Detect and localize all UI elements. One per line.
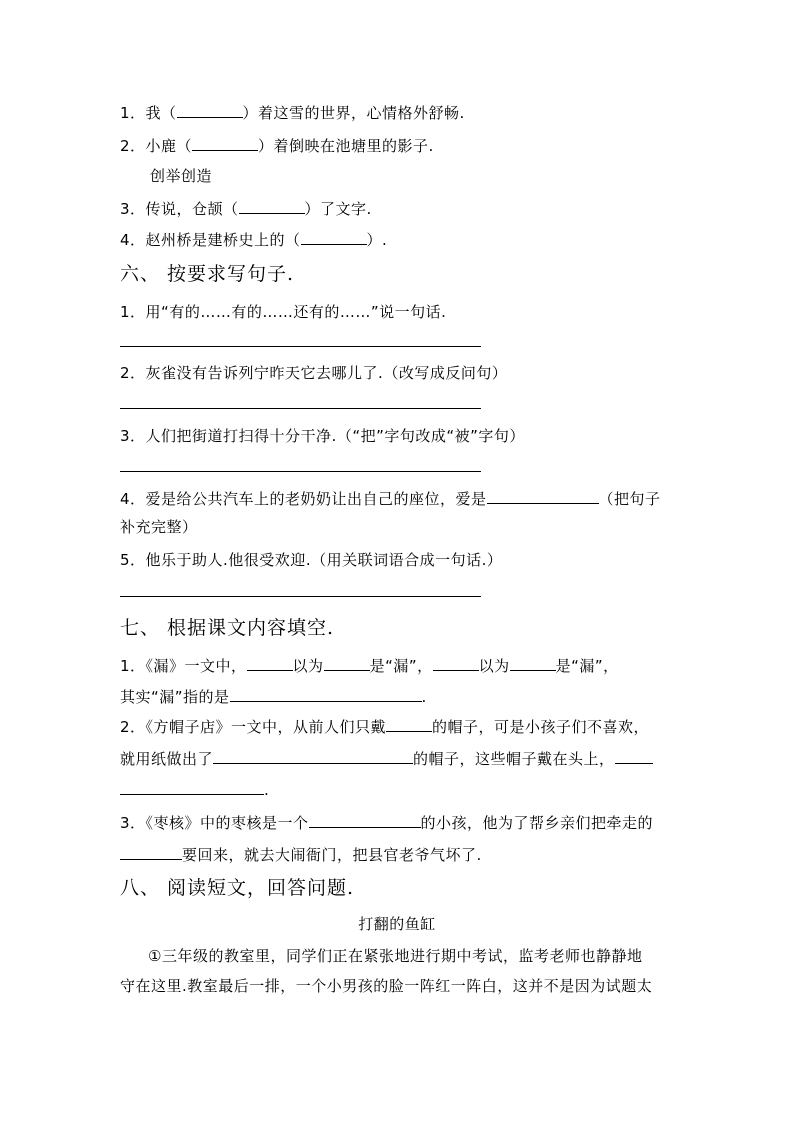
question-7-2 (120, 716, 649, 737)
question-5-3 (120, 198, 372, 219)
section-title-6: 六、 按要求写句子. (120, 263, 295, 285)
question-text: 是“漏”， (555, 657, 619, 675)
question-6-3: 3．人们把街道打扫得十分干净.（“把”字句改成“被”字句） (120, 427, 525, 445)
question-text: ）. (366, 231, 388, 249)
question-5-1 (120, 102, 465, 123)
answer-blank[interactable] (433, 655, 479, 671)
question-text: ）了文字. (304, 200, 372, 218)
passage-title: 打翻的鱼缸 (358, 915, 436, 933)
question-6-4 (120, 488, 661, 509)
question-text: 就用纸做出了 (120, 750, 214, 768)
question-text: 1．我（ (120, 104, 177, 122)
answer-line[interactable] (120, 471, 481, 472)
answer-blank[interactable] (192, 135, 258, 151)
question-text: 3．《枣核》中的枣核是一个 (120, 814, 309, 832)
question-text: ）着这雪的世界，心情格外舒畅. (242, 104, 465, 122)
question-text: 4．赵州桥是建桥史上的（ (120, 231, 301, 249)
question-text: 的帽子，可是小孩子们不喜欢， (432, 718, 650, 736)
answer-blank[interactable] (615, 748, 653, 764)
passage-paragraph: 守在这里.教室最后一排，一个小男孩的脸一阵红一阵白，这并不是因为试题太 (120, 977, 653, 995)
question-5-2 (120, 135, 434, 156)
question-6-2: 2．灰雀没有告诉列宁昨天它去哪儿了.（改写成反问句） (120, 364, 508, 382)
question-text: 是“漏”， (369, 657, 433, 675)
question-7-2-cont2 (120, 779, 269, 800)
answer-blank[interactable] (177, 102, 243, 118)
question-text: . (264, 781, 270, 799)
answer-blank[interactable] (120, 779, 264, 795)
answer-blank[interactable] (239, 198, 305, 214)
question-5-4 (120, 229, 387, 250)
answer-line[interactable] (120, 408, 481, 409)
answer-blank[interactable] (247, 655, 293, 671)
answer-blank[interactable] (324, 655, 370, 671)
answer-line[interactable] (120, 346, 481, 347)
answer-blank[interactable] (487, 488, 599, 504)
question-text: 2．《方帽子店》一文中，从前人们只戴 (120, 718, 387, 736)
question-text: 其实“漏”指的是 (120, 688, 230, 706)
question-text: 的小孩，他为了帮乡亲们把牵走的 (420, 814, 654, 832)
question-text: 要回来，就去大闹衙门，把县官老爷气坏了. (182, 846, 482, 864)
question-7-2-cont (120, 748, 653, 769)
question-6-4-cont: 补充完整） (120, 518, 198, 536)
answer-blank[interactable] (386, 716, 432, 732)
question-text: 3．传说，仓颉（ (120, 200, 239, 218)
answer-blank[interactable] (230, 686, 422, 702)
question-6-1: 1．用“有的……有的……还有的……”说一句话. (120, 303, 447, 321)
answer-blank[interactable] (301, 229, 367, 245)
answer-blank[interactable] (510, 655, 556, 671)
question-text: 4．爱是给公共汽车上的老奶奶让出自己的座位，爱是 (120, 490, 487, 508)
question-text: 以为 (478, 657, 510, 675)
question-text: （把句子 (598, 490, 661, 508)
question-7-1 (120, 655, 619, 676)
answer-blank[interactable] (213, 748, 413, 764)
section-title-8: 八、 阅读短文，回答问题. (120, 877, 355, 899)
answer-line[interactable] (120, 596, 481, 597)
answer-blank[interactable] (120, 844, 182, 860)
question-7-1-cont (120, 686, 427, 707)
passage-paragraph: ①三年级的教室里，同学们正在紧张地进行期中考试，监考老师也静静地 (148, 947, 643, 965)
answer-blank[interactable] (309, 812, 421, 828)
question-7-3-cont (120, 844, 482, 865)
section-title-7: 七、 根据课文内容填空. (120, 617, 335, 639)
question-text: ）着倒映在池塘里的影子. (258, 137, 434, 155)
question-6-5: 5．他乐于助人.他很受欢迎.（用关联词语合成一句话.） (120, 551, 503, 569)
question-text: 1．《漏》一文中， (120, 657, 247, 675)
question-text: . (421, 688, 427, 706)
question-7-3 (120, 812, 653, 833)
question-text: 的帽子，这些帽子戴在头上， (413, 750, 615, 768)
question-text: 以为 (292, 657, 324, 675)
word-bank: 创举创造 (150, 167, 213, 185)
question-text: 2．小鹿（ (120, 137, 193, 155)
